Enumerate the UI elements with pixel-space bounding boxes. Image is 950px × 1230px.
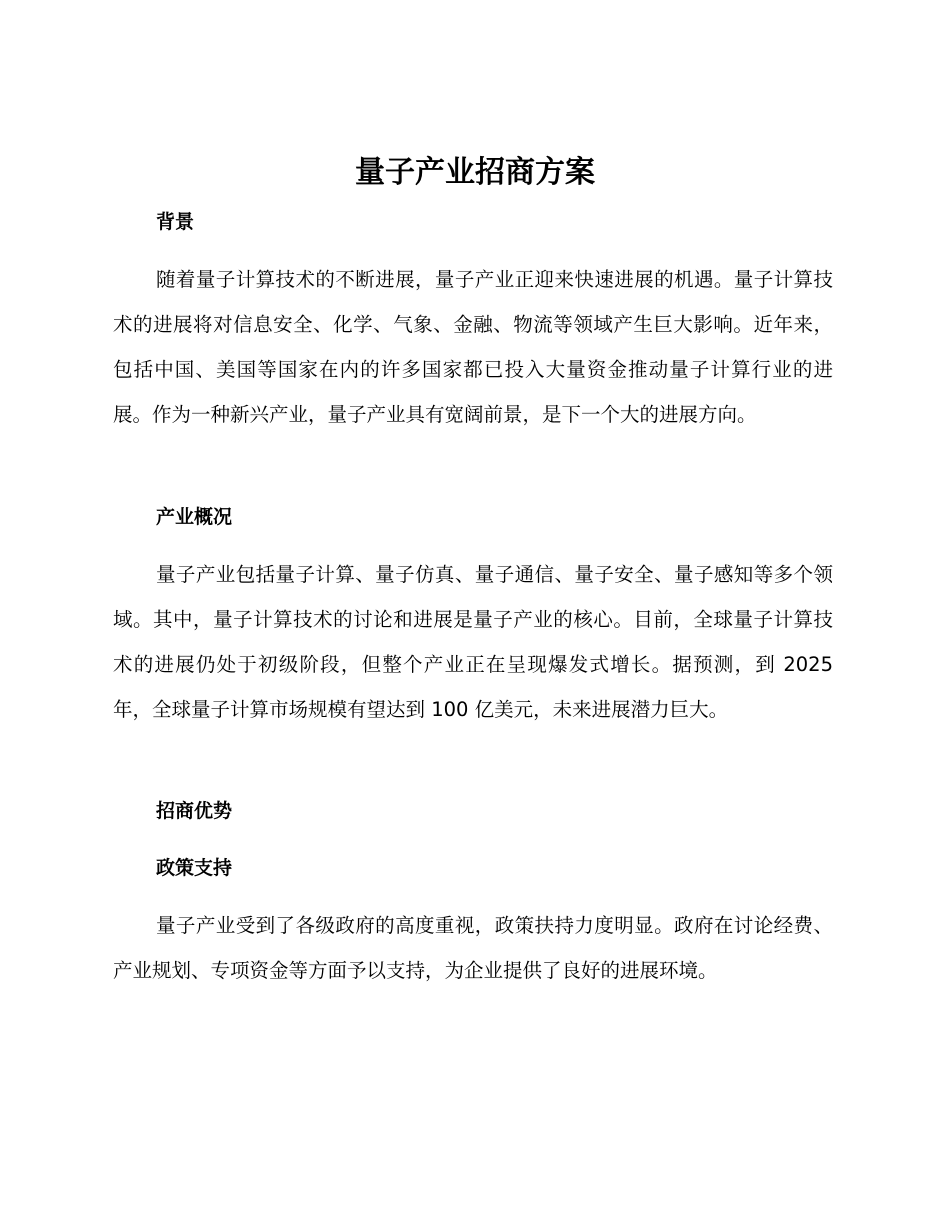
section-heading-investment-advantages: 招商优势 xyxy=(156,800,233,822)
paragraph-industry-overview: 量子产业包括量子计算、量子仿真、量子通信、量子安全、量子感知等多个领域。其中，量子计算技术的讨论和进展是量子产业的核心。目前，全球量子计算技术的进展仍处于初级阶段，但整个产业正在呈现爆发式增长。据预测，到 2025 年，全球量子计算市场规模有望达到 100 亿美元，未来进展潜力巨大。 xyxy=(113,563,833,721)
section-heading-industry-overview: 产业概况 xyxy=(156,506,233,528)
document-title: 量子产业招商方案 xyxy=(355,155,595,190)
paragraph-background: 随着量子计算技术的不断进展，量子产业正迎来快速进展的机遇。量子计算技术的进展将对信息安全、化学、气象、金融、物流等领域产生巨大影响。近年来，包括中国、美国等国家在内的许多国家都已投入大量资金推动量子计算行业的进展。作为一种新兴产业，量子产业具有宽阔前景，是下一个大的进展方向。 xyxy=(113,268,833,426)
paragraph-policy-support: 量子产业受到了各级政府的高度重视，政策扶持力度明显。政府在讨论经费、产业规划、专项资金等方面予以支持，为企业提供了良好的进展环境。 xyxy=(113,914,833,982)
section-heading-background: 背景 xyxy=(156,211,195,233)
section-heading-policy-support: 政策支持 xyxy=(156,857,233,879)
